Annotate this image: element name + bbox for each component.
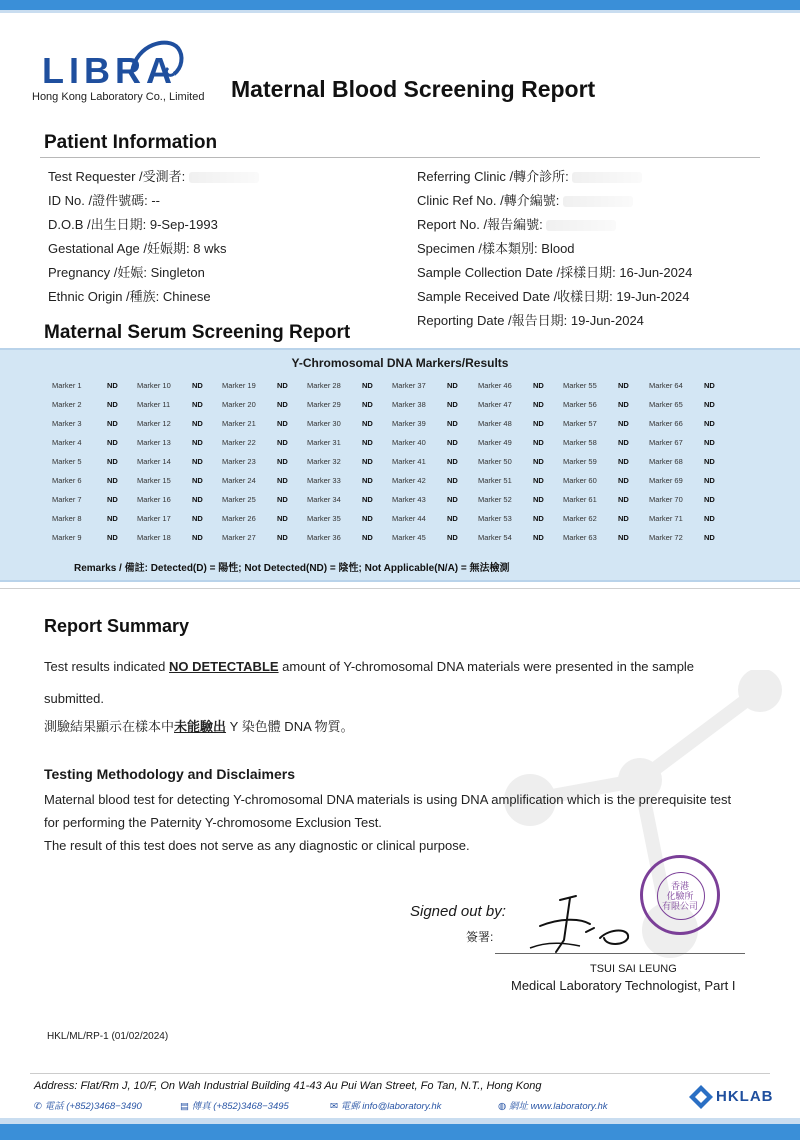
marker-label: Marker 39 <box>392 419 426 428</box>
marker-label: Marker 24 <box>222 476 256 485</box>
methodology-line-2: for performing the Paternity Y-chromosome Exclusion Test. <box>44 815 382 830</box>
marker-result: ND <box>192 438 203 447</box>
footer-fax: ▤ 傳真 (+852)3468−3495 <box>180 1101 289 1112</box>
marker-result: ND <box>533 400 544 409</box>
info-report-no: Report No. /報告編號: <box>417 214 692 238</box>
marker-result: ND <box>107 438 118 447</box>
info-dob: D.O.B /出生日期: 9-Sep-1993 <box>48 217 218 232</box>
logo: LIBRA <box>42 50 177 91</box>
marker-result: ND <box>447 495 458 504</box>
marker-result: ND <box>362 438 373 447</box>
marker-label: Marker 11 <box>137 400 171 409</box>
marker-label: Marker 12 <box>137 419 171 428</box>
marker-label: Marker 47 <box>478 400 512 409</box>
not-detected-emphasis-zh: 未能驗出 <box>174 719 227 734</box>
marker-result: ND <box>277 476 288 485</box>
info-collection-date: Sample Collection Date /採樣日期: 16-Jun-2024 <box>417 265 693 280</box>
marker-label: Marker 52 <box>478 495 512 504</box>
signed-out-label: Signed out by: <box>410 903 506 920</box>
marker-result: ND <box>107 476 118 485</box>
methodology-heading: Testing Methodology and Disclaimers <box>44 766 296 782</box>
footer-web: ◍ 網址 www.laboratory.hk <box>498 1101 608 1112</box>
globe-icon: ◍ <box>498 1101 509 1112</box>
patient-info-left <box>48 166 259 310</box>
marker-result: ND <box>107 381 118 390</box>
footer-phone: ✆ 電話 (+852)3468−3490 <box>34 1101 142 1112</box>
summary-heading: Report Summary <box>44 616 190 636</box>
marker-result: ND <box>704 533 715 542</box>
top-bar-accent <box>0 10 800 13</box>
marker-result: ND <box>618 533 629 542</box>
marker-result: ND <box>277 533 288 542</box>
top-bar <box>0 0 800 10</box>
fax-icon: ▤ <box>180 1101 192 1112</box>
marker-result: ND <box>533 438 544 447</box>
marker-label: Marker 60 <box>563 476 597 485</box>
marker-label: Marker 29 <box>307 400 341 409</box>
marker-result: ND <box>362 533 373 542</box>
marker-label: Marker 54 <box>478 533 512 542</box>
marker-label: Marker 4 <box>52 438 82 447</box>
marker-result: ND <box>618 457 629 466</box>
marker-result: ND <box>533 514 544 523</box>
marker-result: ND <box>704 495 715 504</box>
marker-label: Marker 34 <box>307 495 341 504</box>
marker-result: ND <box>533 476 544 485</box>
marker-label: Marker 72 <box>649 533 683 542</box>
summary-line-zh: 測驗結果顯示在樣本中未能驗出 Y 染色體 DNA 物質。 <box>44 719 354 734</box>
marker-result: ND <box>362 495 373 504</box>
marker-label: Marker 18 <box>137 533 171 542</box>
footer-address: Address: Flat/Rm J, 10/F, On Wah Industrial Building 41-43 Au Pui Wan Street, Fo Tan, N.T., Hong Kong <box>34 1080 542 1092</box>
marker-result: ND <box>447 400 458 409</box>
info-gestational-age: Gestational Age /妊娠期: 8 wks <box>48 241 227 256</box>
marker-result: ND <box>107 400 118 409</box>
marker-label: Marker 36 <box>307 533 341 542</box>
marker-result: ND <box>704 438 715 447</box>
info-specimen: Specimen /樣本類別: Blood <box>417 241 575 256</box>
info-reporting-date: Reporting Date /報告日期: 19-Jun-2024 <box>417 313 644 328</box>
methodology-line-3: The result of this test does not serve as any diagnostic or clinical purpose. <box>44 838 470 853</box>
marker-label: Marker 28 <box>307 381 341 390</box>
summary-line-1: Test results indicated NO DETECTABLE amount of Y-chromosomal DNA materials were presented in the sample <box>44 659 695 674</box>
footer-bar <box>0 1124 800 1140</box>
marker-result: ND <box>277 400 288 409</box>
marker-result: ND <box>192 533 203 542</box>
marker-label: Marker 61 <box>563 495 597 504</box>
marker-label: Marker 56 <box>563 400 597 409</box>
marker-label: Marker 45 <box>392 533 426 542</box>
info-received-date: Sample Received Date /收樣日期: 19-Jun-2024 <box>417 289 690 304</box>
marker-label: Marker 48 <box>478 419 512 428</box>
marker-result: ND <box>618 476 629 485</box>
marker-result: ND <box>618 514 629 523</box>
marker-label: Marker 35 <box>307 514 341 523</box>
marker-label: Marker 66 <box>649 419 683 428</box>
marker-result: ND <box>362 457 373 466</box>
marker-label: Marker 58 <box>563 438 597 447</box>
marker-result: ND <box>192 514 203 523</box>
marker-table-title: Y-Chromosomal DNA Markers/Results <box>291 356 509 370</box>
marker-label: Marker 50 <box>478 457 512 466</box>
marker-result: ND <box>277 419 288 428</box>
marker-result: ND <box>704 381 715 390</box>
marker-result: ND <box>533 533 544 542</box>
marker-result: ND <box>192 495 203 504</box>
marker-result: ND <box>277 514 288 523</box>
marker-result: ND <box>277 457 288 466</box>
marker-label: Marker 5 <box>52 457 82 466</box>
marker-result: ND <box>447 476 458 485</box>
marker-label: Marker 19 <box>222 381 256 390</box>
marker-label: Marker 62 <box>563 514 597 523</box>
marker-result: ND <box>704 514 715 523</box>
marker-label: Marker 65 <box>649 400 683 409</box>
marker-result: ND <box>447 514 458 523</box>
marker-result: ND <box>277 438 288 447</box>
no-detectable-emphasis: NO DETECTABLE <box>169 659 279 674</box>
marker-label: Marker 9 <box>52 533 82 542</box>
marker-label: Marker 67 <box>649 438 683 447</box>
marker-result: ND <box>362 514 373 523</box>
marker-label: Marker 14 <box>137 457 171 466</box>
marker-result: ND <box>533 457 544 466</box>
marker-result: ND <box>192 381 203 390</box>
marker-label: Marker 16 <box>137 495 171 504</box>
marker-label: Marker 23 <box>222 457 256 466</box>
marker-label: Marker 49 <box>478 438 512 447</box>
marker-result: ND <box>618 495 629 504</box>
marker-result: ND <box>618 419 629 428</box>
marker-result: ND <box>447 438 458 447</box>
marker-result: ND <box>704 457 715 466</box>
marker-result: ND <box>107 533 118 542</box>
signature-line <box>495 953 745 954</box>
marker-label: Marker 33 <box>307 476 341 485</box>
info-id-no: ID No. /證件號碼: -- <box>48 193 160 208</box>
methodology-line-1: Maternal blood test for detecting Y-chromosomal DNA materials is using DNA amplification which is the prerequisite test <box>44 792 732 807</box>
marker-label: Marker 38 <box>392 400 426 409</box>
marker-result: ND <box>618 438 629 447</box>
marker-label: Marker 44 <box>392 514 426 523</box>
marker-result: ND <box>533 419 544 428</box>
marker-result: ND <box>107 514 118 523</box>
signed-out-label-zh: 簽署: <box>466 930 494 944</box>
marker-label: Marker 55 <box>563 381 597 390</box>
marker-result: ND <box>107 495 118 504</box>
report-title: Maternal Blood Screening Report <box>231 76 596 102</box>
document-code: HKL/ML/RP-1 (01/02/2024) <box>47 1031 169 1042</box>
marker-result: ND <box>533 495 544 504</box>
marker-result: ND <box>277 381 288 390</box>
marker-result: ND <box>618 400 629 409</box>
marker-label: Marker 1 <box>52 381 82 390</box>
patient-info-heading: Patient Information <box>44 132 218 153</box>
marker-label: Marker 17 <box>137 514 171 523</box>
info-referring-clinic: Referring Clinic /轉介診所: <box>417 166 692 190</box>
info-ethnic-origin: Ethnic Origin /種族: Chinese <box>48 289 211 304</box>
logo-elephant-icon <box>128 34 188 82</box>
email-icon: ✉ <box>330 1101 341 1112</box>
redacted-value <box>546 220 616 231</box>
marker-result: ND <box>704 476 715 485</box>
marker-result: ND <box>362 419 373 428</box>
marker-result: ND <box>447 419 458 428</box>
marker-label: Marker 42 <box>392 476 426 485</box>
marker-label: Marker 32 <box>307 457 341 466</box>
company-name: Hong Kong Laboratory Co., Limited <box>32 91 205 103</box>
marker-result: ND <box>192 476 203 485</box>
marker-result: ND <box>277 495 288 504</box>
footer-email: ✉ 電郵 info@laboratory.hk <box>330 1101 442 1112</box>
footer-divider <box>30 1073 770 1074</box>
marker-result: ND <box>192 400 203 409</box>
marker-label: Marker 15 <box>137 476 171 485</box>
marker-label: Marker 53 <box>478 514 512 523</box>
marker-label: Marker 3 <box>52 419 82 428</box>
marker-label: Marker 6 <box>52 476 82 485</box>
marker-label: Marker 20 <box>222 400 256 409</box>
marker-label: Marker 30 <box>307 419 341 428</box>
seal-text: 香港 化驗所 有限公司 <box>661 881 698 911</box>
marker-label: Marker 27 <box>222 533 256 542</box>
divider <box>40 157 760 158</box>
marker-label: Marker 41 <box>392 457 426 466</box>
marker-label: Marker 46 <box>478 381 512 390</box>
redacted-value <box>563 196 633 207</box>
marker-label: Marker 26 <box>222 514 256 523</box>
marker-label: Marker 31 <box>307 438 341 447</box>
redacted-value <box>189 172 259 183</box>
marker-label: Marker 25 <box>222 495 256 504</box>
marker-label: Marker 51 <box>478 476 512 485</box>
hklab-logo-icon <box>688 1084 714 1110</box>
watermark-molecule-icon <box>470 670 800 1010</box>
marker-label: Marker 40 <box>392 438 426 447</box>
marker-result: ND <box>533 381 544 390</box>
marker-result: ND <box>447 457 458 466</box>
marker-result: ND <box>362 381 373 390</box>
marker-label: Marker 70 <box>649 495 683 504</box>
marker-label: Marker 7 <box>52 495 82 504</box>
marker-result: ND <box>362 400 373 409</box>
marker-label: Marker 10 <box>137 381 171 390</box>
info-clinic-ref: Clinic Ref No. /轉介編號: <box>417 190 692 214</box>
marker-result: ND <box>447 381 458 390</box>
marker-label: Marker 21 <box>222 419 256 428</box>
marker-result: ND <box>704 419 715 428</box>
marker-result: ND <box>704 400 715 409</box>
marker-result: ND <box>107 457 118 466</box>
redacted-value <box>572 172 642 183</box>
divider <box>0 588 800 589</box>
marker-result: ND <box>447 533 458 542</box>
marker-label: Marker 57 <box>563 419 597 428</box>
marker-result: ND <box>192 419 203 428</box>
marker-label: Marker 68 <box>649 457 683 466</box>
marker-label: Marker 37 <box>392 381 426 390</box>
patient-info-right <box>417 166 692 334</box>
marker-result: ND <box>618 381 629 390</box>
marker-result: ND <box>192 457 203 466</box>
marker-label: Marker 64 <box>649 381 683 390</box>
company-seal <box>640 855 720 935</box>
marker-result: ND <box>362 476 373 485</box>
marker-label: Marker 2 <box>52 400 82 409</box>
signer-role: Medical Laboratory Technologist, Part I <box>511 978 736 993</box>
summary-line-2: submitted. <box>44 691 104 706</box>
remarks: Remarks / 備註: Detected(D) = 陽性; Not Detected(ND) = 陰性; Not Applicable(N/A) = 無法檢測 <box>74 563 510 574</box>
marker-label: Marker 71 <box>649 514 683 523</box>
info-test-requester: Test Requester /受測者: <box>48 166 259 190</box>
marker-label: Marker 13 <box>137 438 171 447</box>
hklab-brand: HKLAB <box>716 1088 774 1105</box>
marker-label: Marker 43 <box>392 495 426 504</box>
marker-label: Marker 22 <box>222 438 256 447</box>
serum-report-heading: Maternal Serum Screening Report <box>44 322 351 343</box>
marker-label: Marker 63 <box>563 533 597 542</box>
signer-name: TSUI SAI LEUNG <box>590 963 677 975</box>
info-pregnancy: Pregnancy /妊娠: Singleton <box>48 265 205 280</box>
marker-result: ND <box>107 419 118 428</box>
marker-label: Marker 8 <box>52 514 82 523</box>
marker-label: Marker 59 <box>563 457 597 466</box>
phone-icon: ✆ <box>34 1101 45 1112</box>
marker-label: Marker 69 <box>649 476 683 485</box>
